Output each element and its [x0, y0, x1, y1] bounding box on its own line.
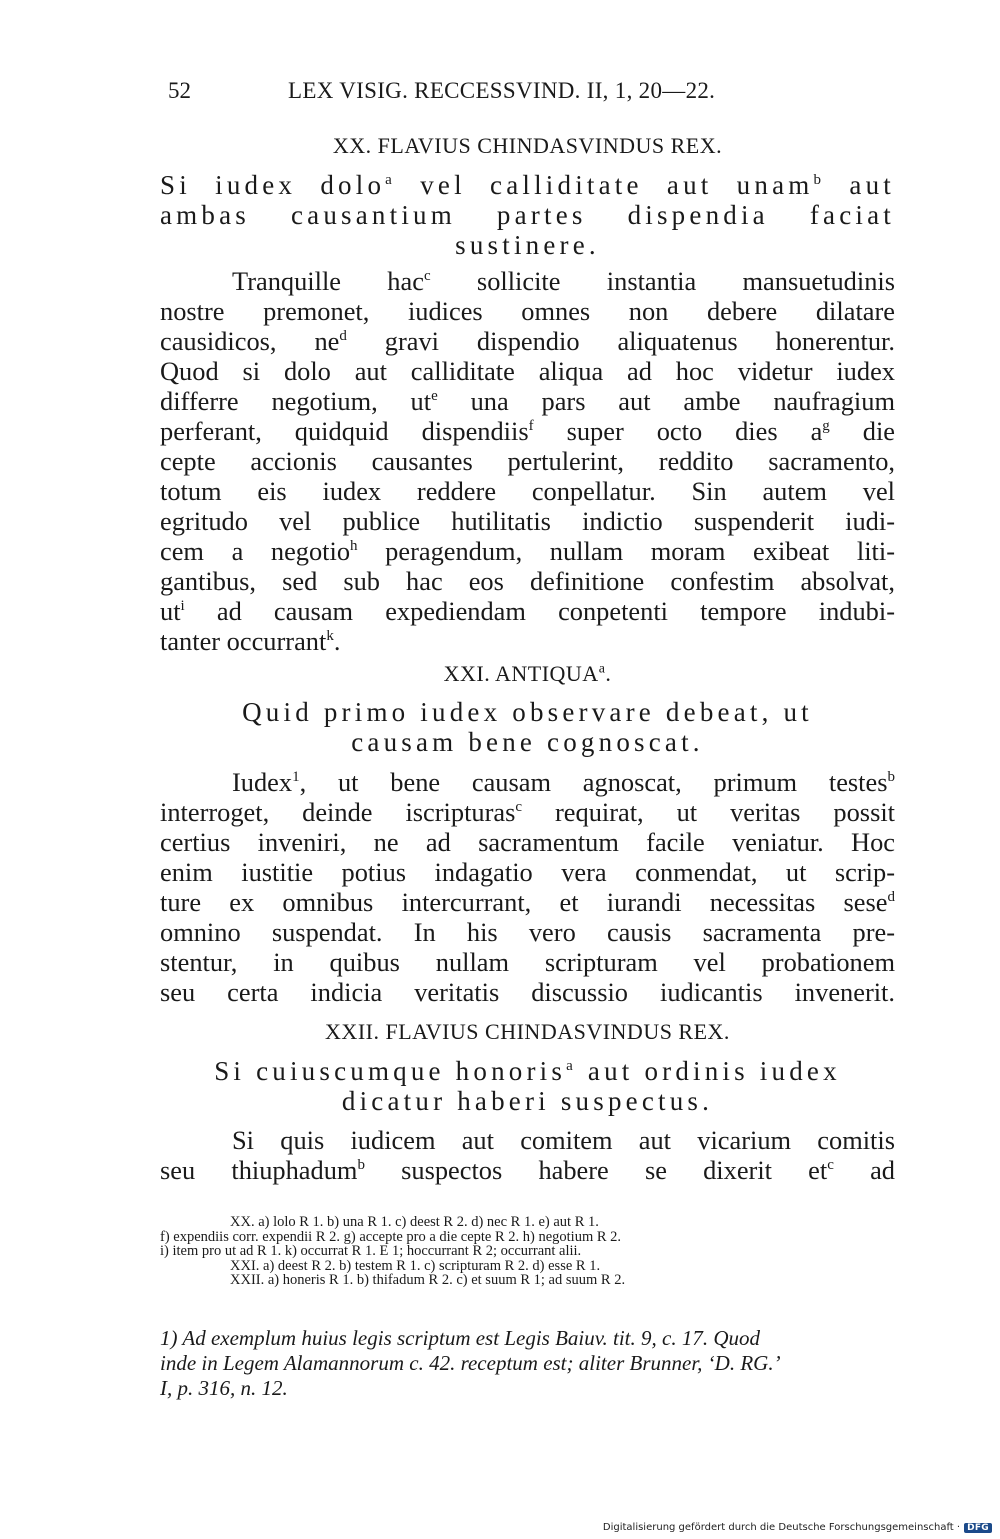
- text-line: Tranquille hac$^c$ sollicite instantia mansuetudinis: [232, 266, 895, 296]
- dfg-logo-icon[interactable]: DFG: [964, 1523, 992, 1533]
- section-xxii: [160, 1019, 895, 1185]
- rubric-line: Si cuiuscumque honoris$^a$ aut ordinis iudex: [214, 1056, 841, 1086]
- text-line: interroget, deinde iscripturas$^c$ requirat, ut veritas possit: [160, 797, 895, 827]
- section-body: [160, 1125, 895, 1185]
- apparatus-line: XXI. a) deest R 2. b) testem R 1. c) scripturam R 2. d) esse R 1.: [230, 1257, 601, 1274]
- text-line: totum eis iudex reddere conpellatur. Sin autem vel: [160, 476, 895, 506]
- rubric-line: Quid primo iudex observare debeat, ut: [242, 697, 813, 727]
- text-line: cepte accionis causantes pertulerint, reddito sacramento,: [160, 446, 895, 476]
- footnote: [160, 1326, 895, 1401]
- text-line: ture ex omnibus intercurrant, et iurandi necessitas sese$^d$: [160, 887, 895, 917]
- text-line: nostre premonet, iudices omnes non debere dilatare: [160, 296, 895, 326]
- text-line: stentur, in quibus nullam scripturam vel probationem: [160, 947, 895, 977]
- credit-text: Digitalisierung gefördert durch die Deutsche Forschungsgemeinschaft ·: [602, 1522, 961, 1533]
- page-number: 52: [168, 78, 191, 103]
- apparatus-line: i) item pro ut ad R 1. k) occurrat R 1. E 1; hoccurrant R 2; occurrant alii.: [160, 1243, 582, 1260]
- section-body: [160, 767, 895, 1007]
- text-line: causidicos, $ne^d$ gravi dispendio aliquatenus honerentur.: [160, 326, 895, 356]
- footnote-line: 1) Ad exemplum huius legis scriptum est Legis Baiuv. tit. 9, c. 17. Quod: [160, 1326, 760, 1350]
- section-heading: XXII. FLAVIUS CHINDASVINDUS REX.: [325, 1019, 730, 1044]
- rubric-line: Si iudex dolo$^a$ vel calliditate aut unam$^b$ aut: [160, 170, 895, 200]
- section-xx: [160, 133, 895, 656]
- text-line: differre negotium, $ut^e$ una pars aut ambe naufragium: [160, 386, 895, 416]
- text-line: gantibus, sed sub hac eos definitione confestim absolvat,: [160, 566, 895, 596]
- text-line: perferant, quidquid dispendiis$^f$ super octo dies $a^g$ die: [160, 416, 895, 446]
- section-xxi: [160, 661, 895, 1007]
- rubric-line: ambas causantium partes dispendia faciat: [160, 200, 895, 230]
- text-line: enim iustitie potius indagatio vera conmendat, ut scrip-: [160, 857, 895, 887]
- section-rubric: [160, 170, 895, 260]
- running-title: LEX VISIG. RECCESSVIND. II, 1, 20—22.: [288, 78, 716, 103]
- text-line: Si quis iudicem aut comitem aut vicarium comitis: [232, 1125, 895, 1155]
- rubric-line: causam bene cognoscat.: [351, 727, 704, 757]
- apparatus-line: XXII. a) honeris R 1. b) thifadum R 2. c) et suum R 1; ad suum R 2.: [230, 1272, 626, 1289]
- digitization-credit: [603, 1522, 992, 1533]
- running-head: [160, 78, 895, 112]
- text-line: $ut^i$ ad causam expediendam conpetenti tempore indubi-: [160, 596, 895, 626]
- section-heading: XX. FLAVIUS CHINDASVINDUS REX.: [332, 133, 723, 158]
- text-line: tanter occurrant$^k$.: [160, 626, 341, 656]
- rubric-line: sustinere.: [455, 230, 600, 260]
- text-line: seu certa indicia veritatis discussio iudicantis invenerit.: [160, 977, 895, 1007]
- footnote-line: I, p. 316, n. 12.: [160, 1376, 288, 1400]
- section-heading: XXI. ANTIQUA$^a$.: [443, 661, 612, 686]
- section-rubric: [160, 697, 895, 757]
- apparatus-line: XX. a) lolo R 1. b) una R 1. c) deest R 2. d) nec R 1. e) aut R 1.: [230, 1214, 599, 1230]
- apparatus-line: f) expendiis corr. expendii R 2. g) accepte pro a die cepte R 2. h) negotium R 2.: [160, 1228, 622, 1245]
- text-line: Quod si dolo aut calliditate aliqua ad hoc videtur iudex: [160, 356, 895, 386]
- text-line: certius inveniri, ne ad sacramentum facile veniatur. Hoc: [160, 827, 895, 857]
- text-line: egritudo vel publice hutilitatis indictio suspenderit iudi-: [160, 506, 895, 536]
- footnote-line: inde in Legem Alamannorum c. 42. receptum est; aliter Brunner, ‘D. RG.’: [160, 1351, 781, 1375]
- critical-apparatus: [160, 1215, 895, 1288]
- section-body: [160, 266, 895, 656]
- text-line: seu thiuphadum$^b$ suspectos habere se dixerit $et^c$ ad: [160, 1155, 895, 1185]
- text-line: Iudex$^1$, ut bene causam agnoscat, primum testes$^b$: [232, 767, 895, 797]
- text-line: cem a negotio$^h$ peragendum, nullam moram exibeat liti-: [160, 536, 895, 566]
- section-rubric: [160, 1056, 895, 1116]
- rubric-line: dicatur haberi suspectus.: [341, 1086, 714, 1116]
- text-line: omnino suspendat. In his vero causis sacramenta pre-: [160, 917, 895, 947]
